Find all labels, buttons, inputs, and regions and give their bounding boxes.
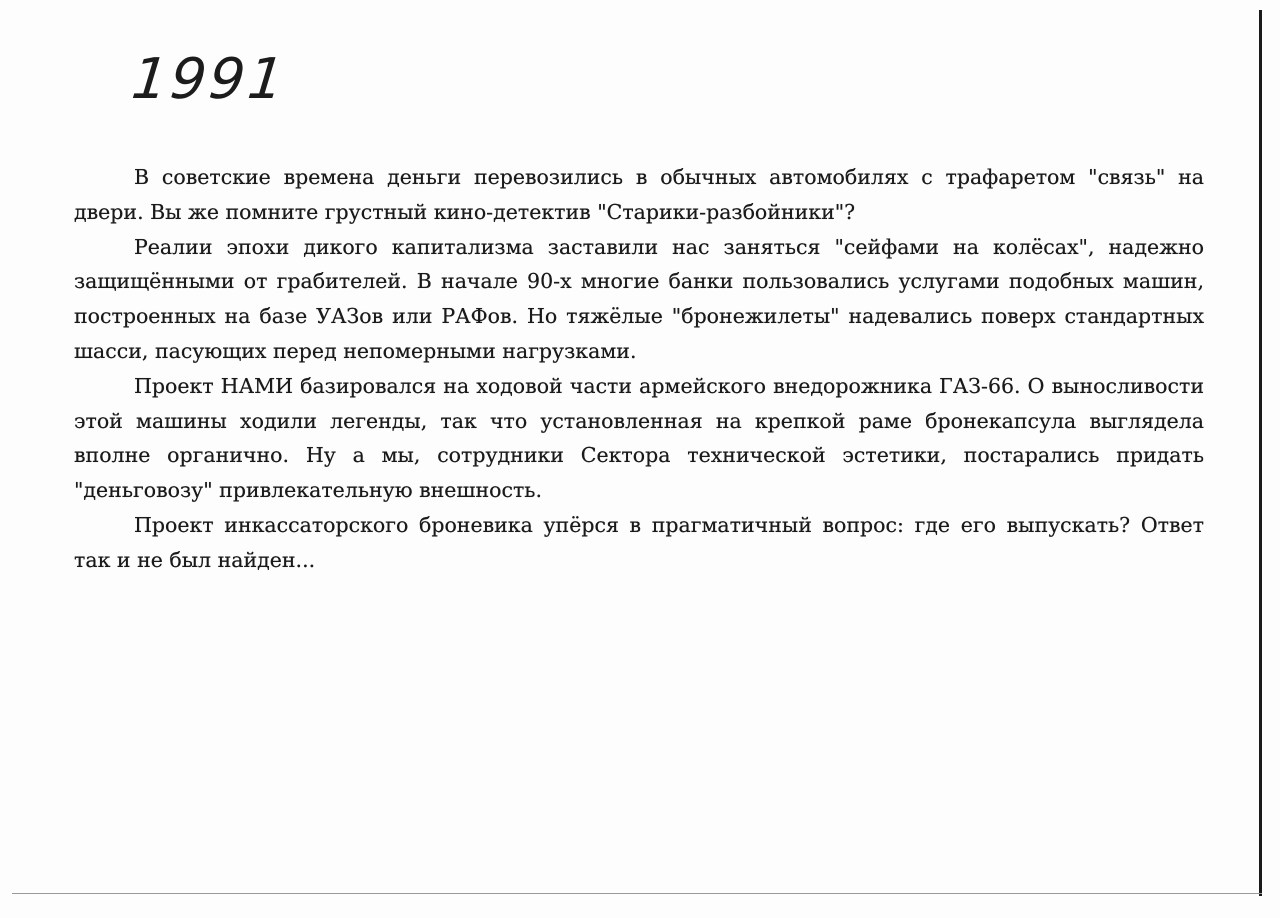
paragraph-2: Реалии эпохи дикого капитализма заставили нас заняться "сейфами на колёсах", надежно защищёнными от грабителей. В начале 90-х многие банки пользовались услугами подобных машин, построенных на базе УАЗов или РАФов. Но тяжёлые "бронежилеты" надевались поверх стандартных шасси, пасующих перед непомерными нагрузками. — [74, 234, 1204, 363]
paragraph-4: Проект инкассаторского броневика упёрся в прагматичный вопрос: где его выпускать? Ответ так и не был найден... — [74, 512, 1204, 572]
handwritten-year: 1991 — [128, 47, 290, 112]
page-edge-right — [1259, 10, 1262, 896]
paragraph-1: В советские времена деньги перевозились в обычных автомобилях с трафаретом "связь" на двери. Вы же помните грустный кино-детектив "Старики-разбойники"? — [74, 165, 1204, 224]
body-text — [74, 160, 1204, 578]
paragraph-3: Проект НАМИ базировался на ходовой части армейского внедорожника ГАЗ-66. О выносливости этой машины ходили легенды, так что установленная на крепкой раме бронекапсула выглядела вполне органично. Ну а мы, сотрудники Сектора технической эстетики, постарались придать "деньговозу" привлекательную внешность. — [74, 373, 1204, 503]
page-edge-bottom — [12, 893, 1262, 894]
